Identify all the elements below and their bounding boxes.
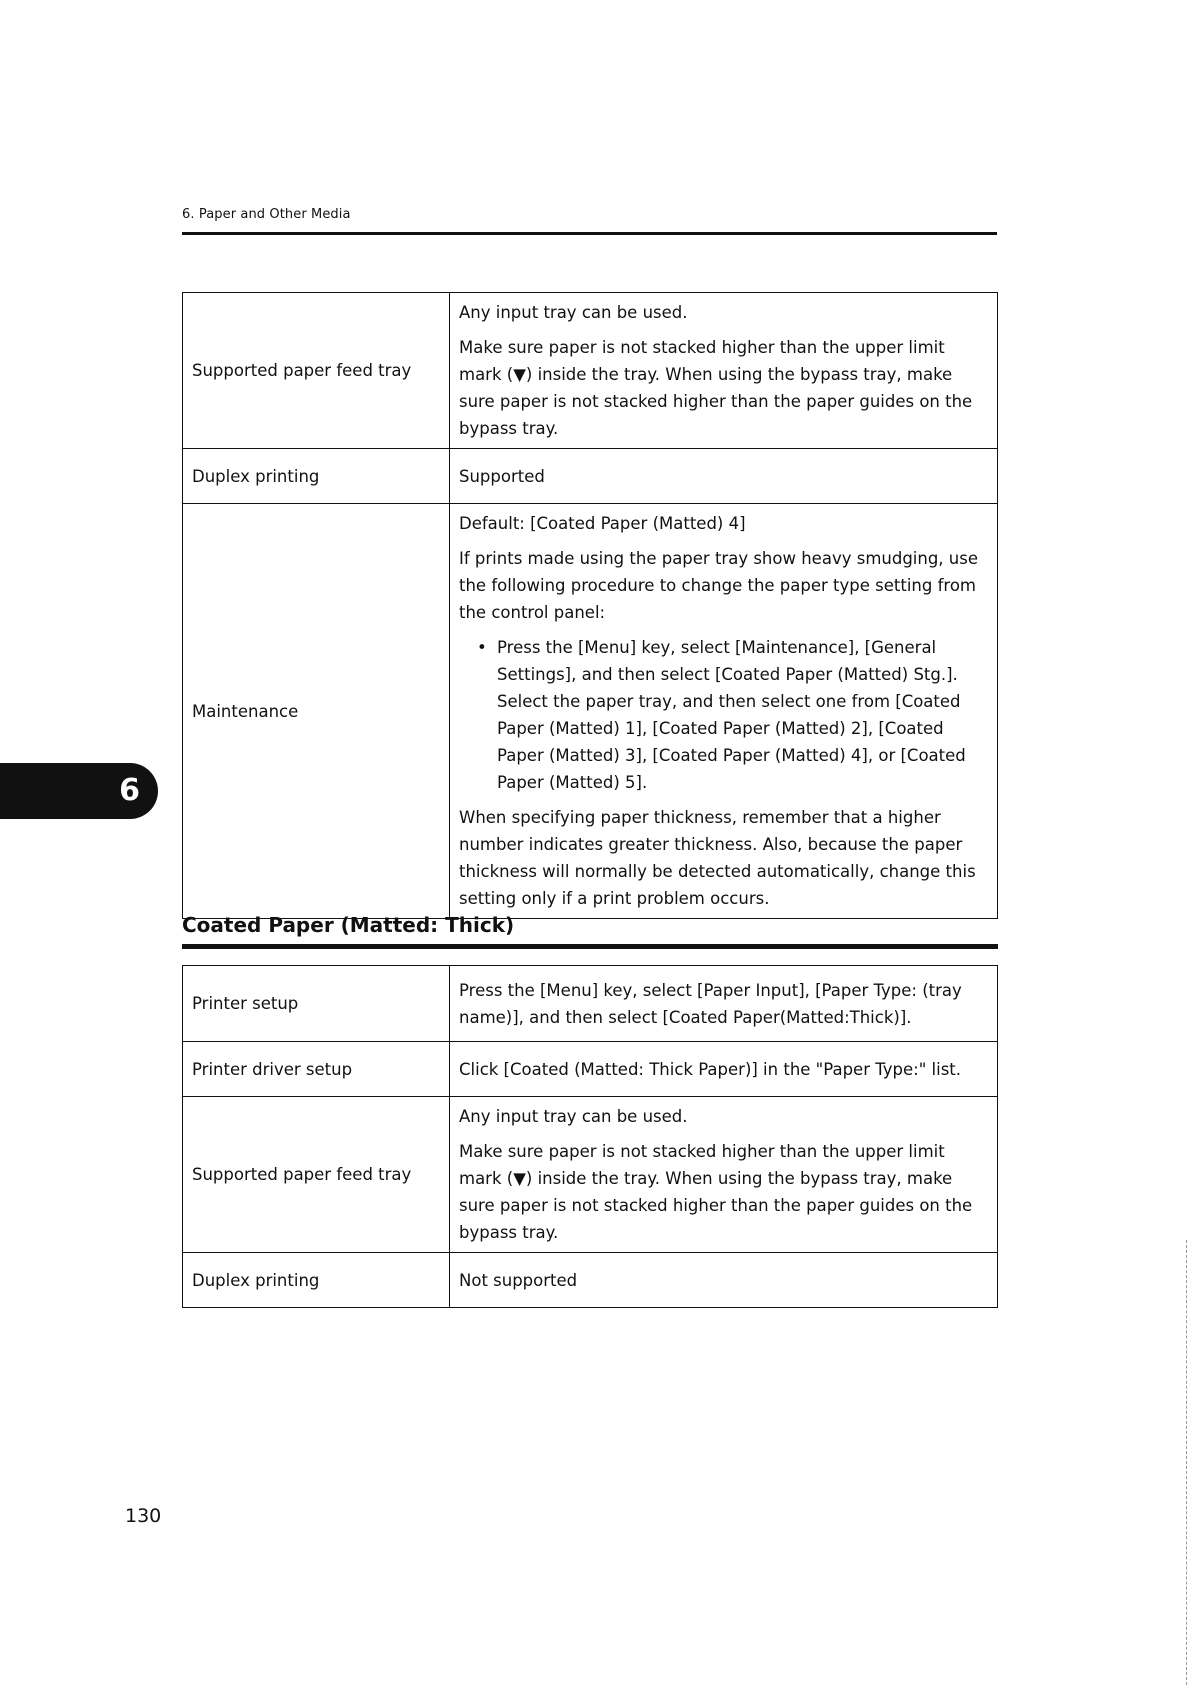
chapter-tab: 6 <box>0 763 158 819</box>
table-row <box>183 1042 998 1097</box>
row-value <box>450 1253 998 1308</box>
row-value <box>450 449 998 504</box>
table-row <box>183 1097 998 1253</box>
paragraph: Click [Coated (Matted: Thick Paper)] in the "Paper Type:" list. <box>459 1059 962 1079</box>
row-label: Supported paper feed tray <box>183 293 450 449</box>
procedure-list <box>459 634 988 796</box>
paragraph: Make sure paper is not stacked higher than the upper limit mark (▼) inside the tray. When using the bypass tray, make sure paper is not stacked higher than the paper guides on the bypass tray. <box>459 1142 973 1242</box>
paragraph: Supported <box>459 466 545 486</box>
paragraph: Not supported <box>459 1270 578 1290</box>
table-row <box>183 293 998 449</box>
spec-table-matted-thick <box>182 965 998 1308</box>
table-row <box>183 966 998 1042</box>
row-label: Printer driver setup <box>183 1042 450 1097</box>
paragraph: Press the [Menu] key, select [Paper Input], [Paper Type: (tray name)], and then select [Coated Paper(Matted:Thick)]. <box>459 980 962 1027</box>
table-row <box>183 504 998 919</box>
header-rule <box>182 232 997 235</box>
paragraph: Default: [Coated Paper (Matted) 4] <box>459 514 746 533</box>
row-label: Duplex printing <box>183 449 450 504</box>
section-heading: Coated Paper (Matted: Thick) <box>182 913 515 937</box>
paragraph: Any input tray can be used. <box>459 1107 688 1126</box>
row-label: Printer setup <box>183 966 450 1042</box>
paragraph: Make sure paper is not stacked higher than the upper limit mark (▼) inside the tray. When using the bypass tray, make sure paper is not stacked higher than the paper guides on the bypass tray. <box>459 338 973 438</box>
page-number: 130 <box>125 1505 162 1527</box>
table-row <box>183 1253 998 1308</box>
row-value <box>450 293 998 449</box>
row-value <box>450 966 998 1042</box>
row-label: Maintenance <box>183 504 450 919</box>
row-value <box>450 1097 998 1253</box>
row-label: Duplex printing <box>183 1253 450 1308</box>
row-label: Supported paper feed tray <box>183 1097 450 1253</box>
row-value <box>450 504 998 919</box>
paragraph: When specifying paper thickness, remember that a higher number indicates greater thickness. Also, because the paper thickness will normally be detected automatically, change this setting only if a print problem occurs. <box>459 808 976 908</box>
running-header: 6. Paper and Other Media <box>182 207 351 222</box>
table-row <box>183 449 998 504</box>
scan-edge-mark <box>1186 1240 1188 1685</box>
section-rule <box>182 944 998 949</box>
spec-table-matted <box>182 292 998 919</box>
list-item: • Press the [Menu] key, select [Maintenance], [General Settings], and then select [Coated Paper (Matted) Stg.]. Select the paper tray, and then select one from [Coated Paper (Matted) 1], [Coated Paper (Matted) 2], [Coated Paper (Matted) 3], [Coated Paper (Matted) 4], or [Coated Paper (Matted) 5]. <box>497 634 988 796</box>
paragraph: Any input tray can be used. <box>459 303 688 322</box>
row-value <box>450 1042 998 1097</box>
paragraph: If prints made using the paper tray show heavy smudging, use the following procedure to change the paper type setting from the control panel: <box>459 549 979 622</box>
